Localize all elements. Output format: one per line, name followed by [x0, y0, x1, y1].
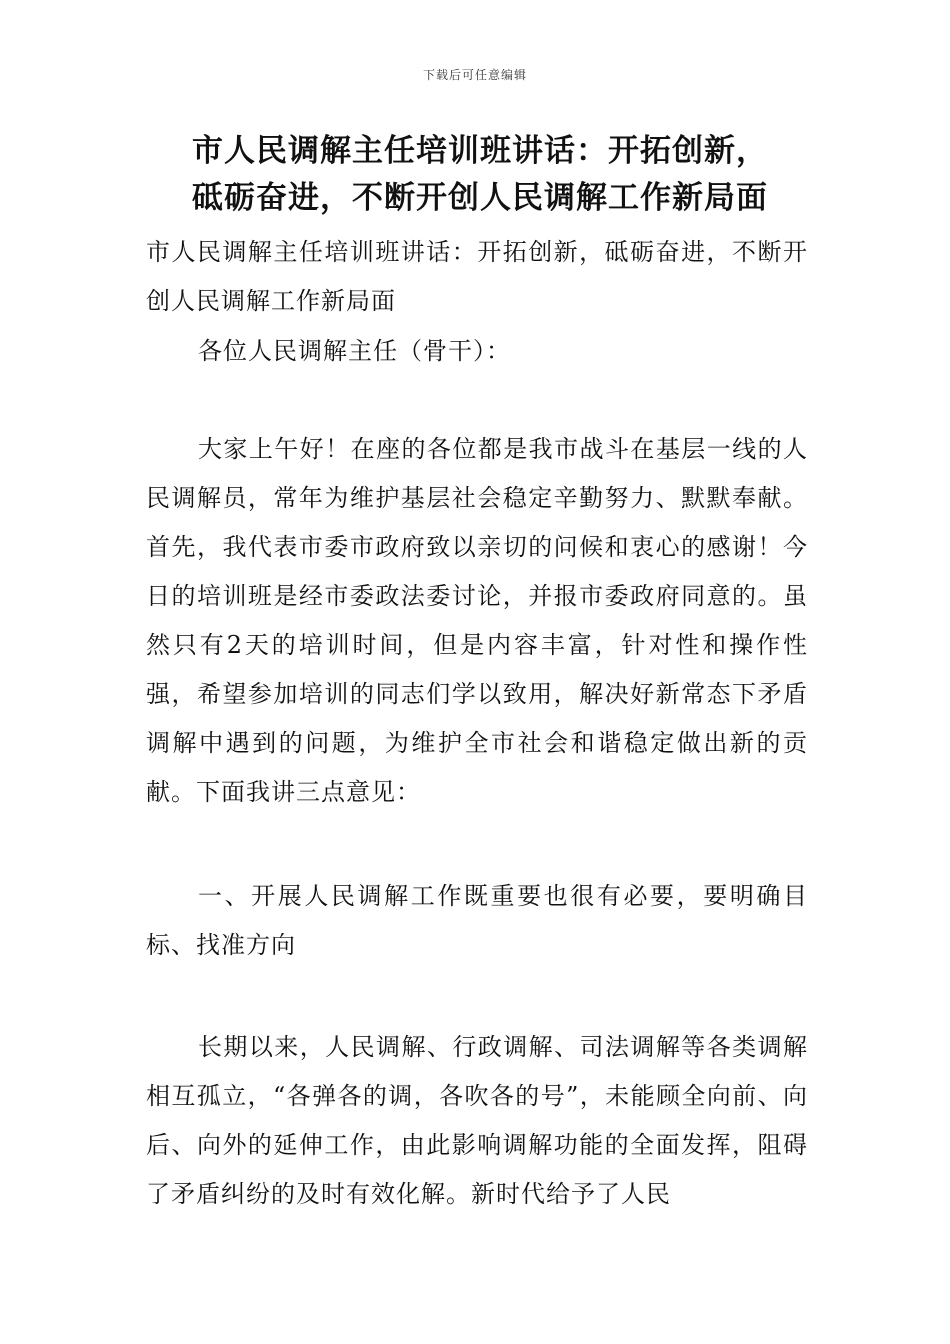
- salutation: 各位人民调解主任（骨干）：: [198, 337, 511, 365]
- title-line-1: 市人民调解主任培训班讲话：开拓创新，: [192, 133, 768, 169]
- intro-paragraph: 大家上午好！在座的各位都是我市战斗在基层一线的人民调解员，常年为维护基层社会稳定辛勤努力、默默奉献。首先，我代表市委市政府致以亲切的问候和衷心的感谢！今日的培训班是经市委政法委讨论，并报市委政府同意的。虽然只有2天的培训时间，但是内容丰富，针对性和操作性强，希望参加培训的同志们学以致用，解决好新常态下矛盾调解中遇到的问题，为维护全市社会和谐稳定做出新的贡献。下面我讲三点意见：: [146, 435, 808, 806]
- section-1-heading: 一、开展人民调解工作既重要也很有必要，要明确目标、找准方向: [146, 882, 808, 959]
- title-line-2: 砥砺奋进，不断开创人民调解工作新局面: [192, 180, 768, 216]
- section-1-paragraph: 长期以来，人民调解、行政调解、司法调解等各类调解相互孤立，“各弹各的调，各吹各的号”，未能顾全向前、向后、向外的延伸工作，由此影响调解功能的全面发挥，阻碍了矛盾纠纷的及时有效化解。新时代给予了人民: [146, 1033, 808, 1208]
- document-title: [150, 128, 810, 222]
- document-subtitle: 市人民调解主任培训班讲话：开拓创新，砥砺奋进，不断开创人民调解工作新局面: [146, 238, 808, 315]
- header-note: 下载后可任意编辑: [422, 68, 527, 82]
